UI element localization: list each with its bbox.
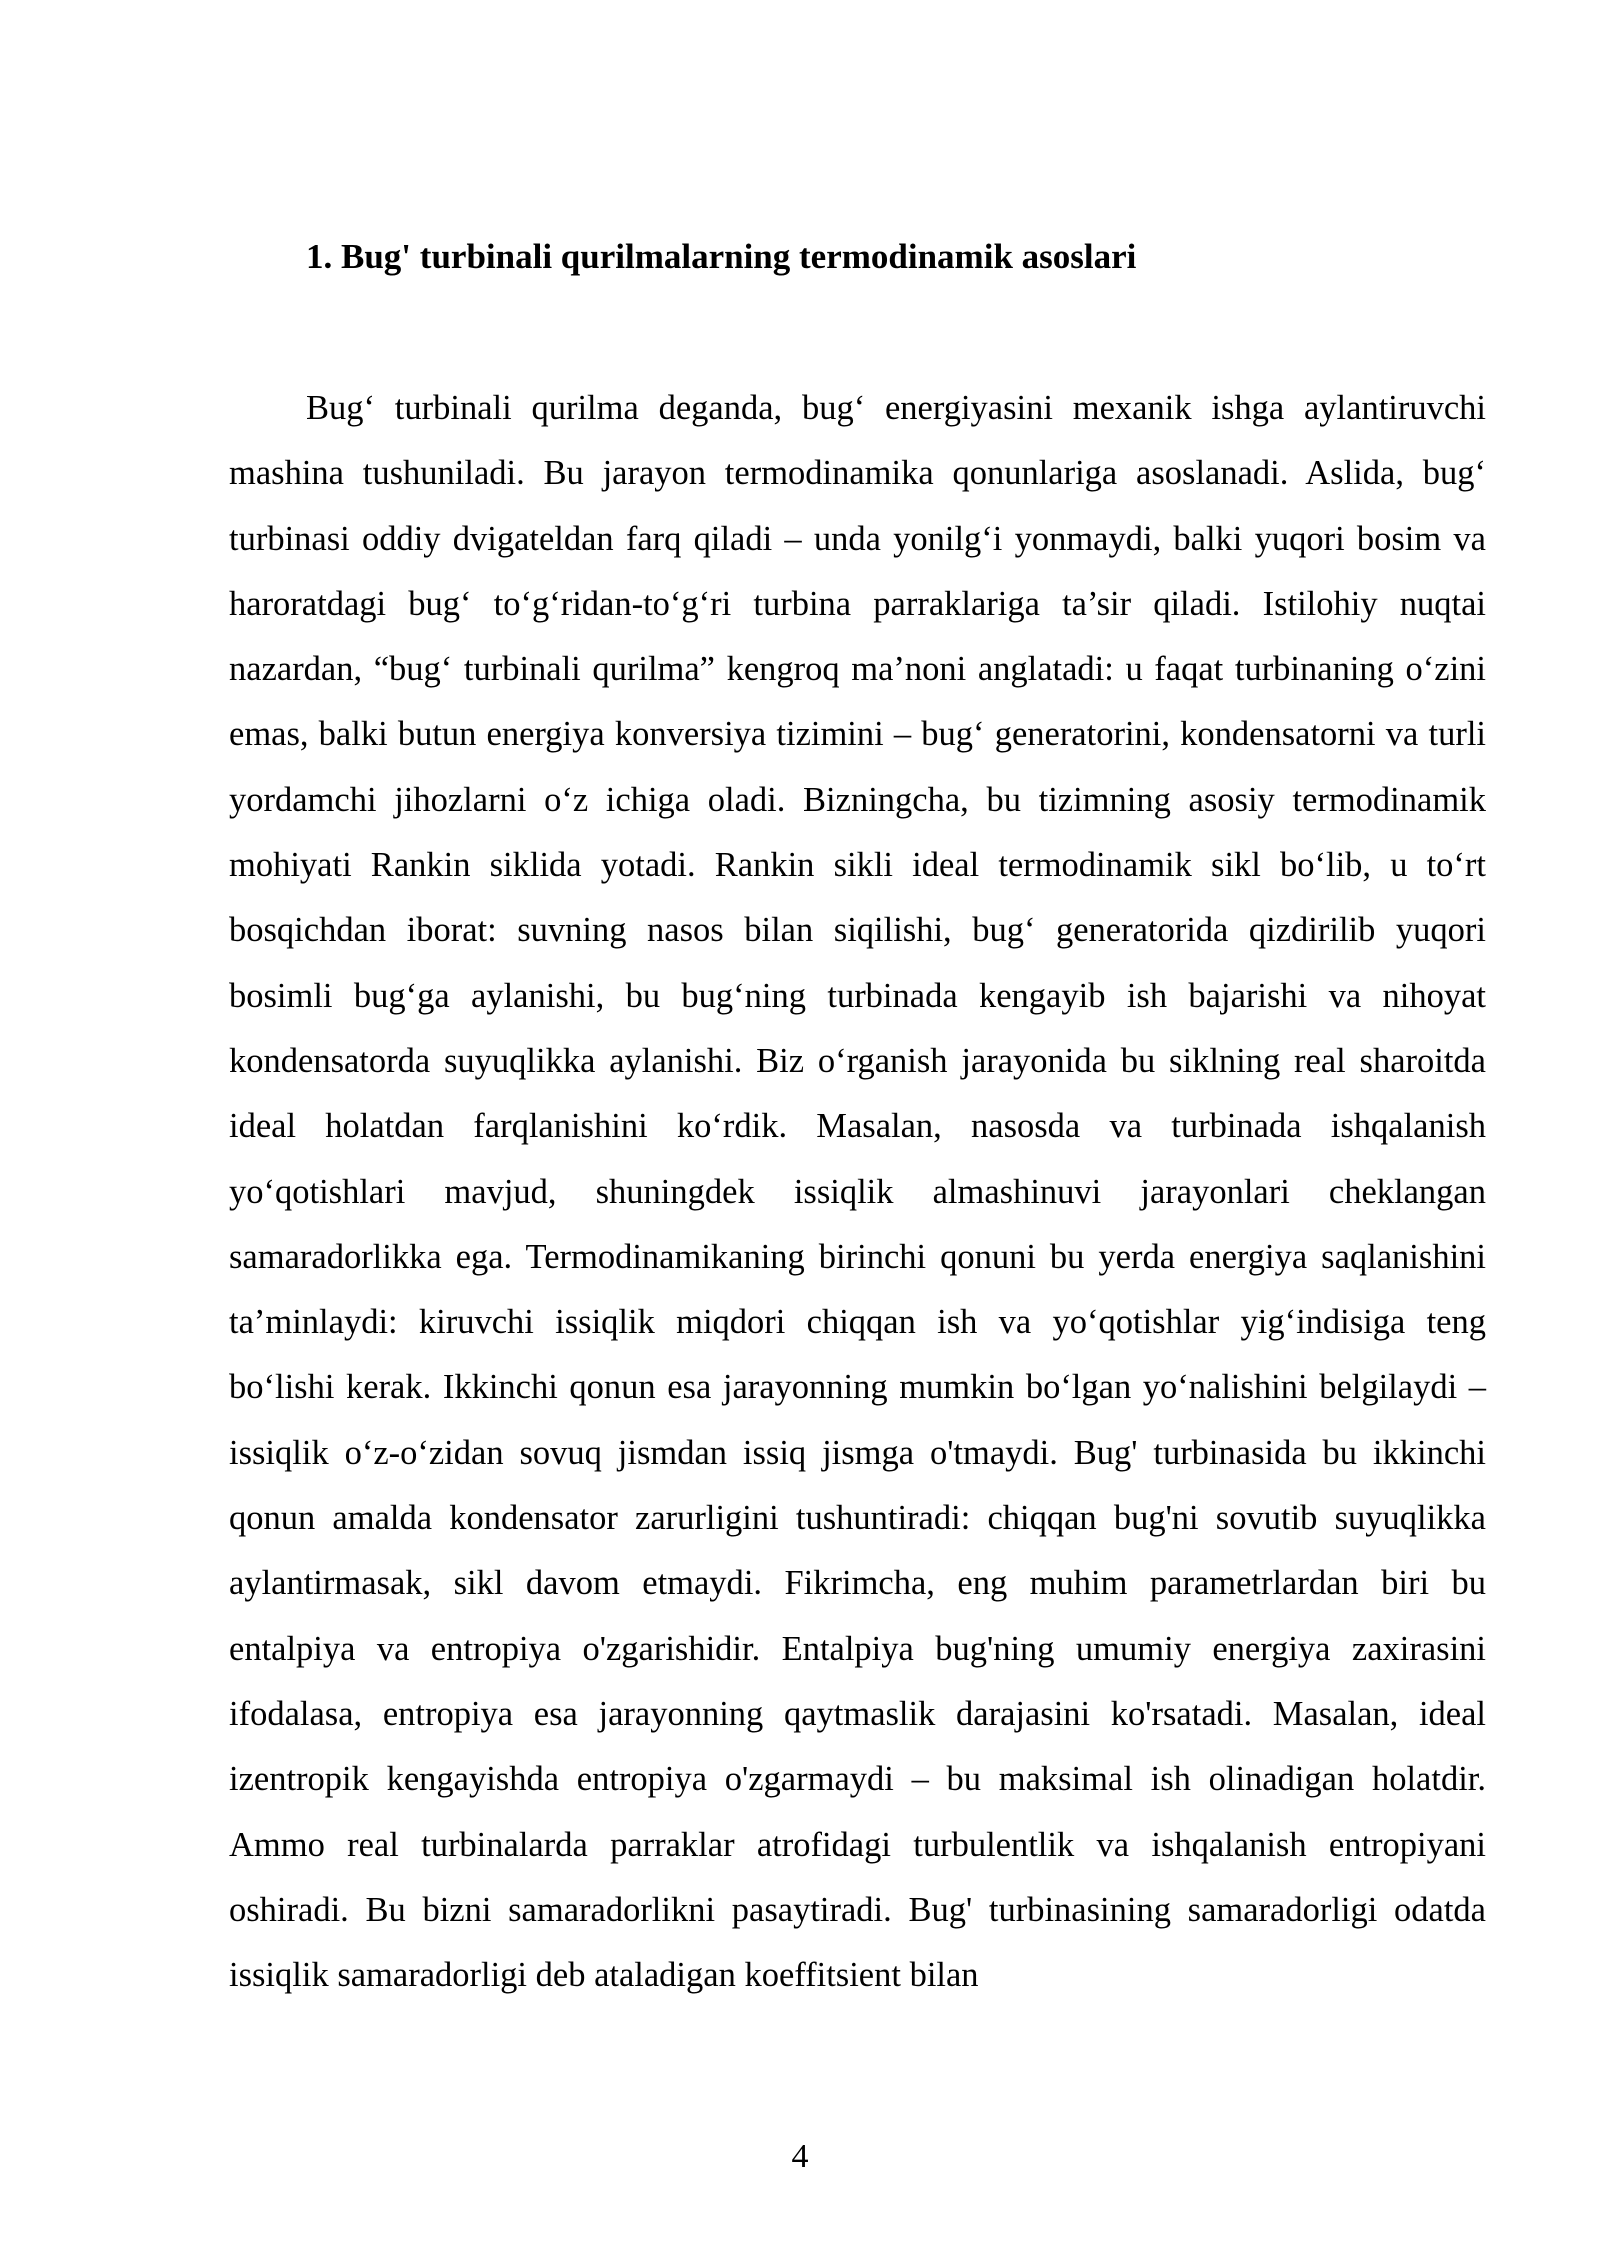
page-number: 4 (791, 2138, 809, 2175)
section-heading: 1. Bug' turbinali qurilmalarning termodinamik asoslari (306, 237, 1137, 276)
body-paragraph: Bug‘ turbinali qurilma deganda, bug‘ energiyasini mexanik ishga aylantiruvchi mashina tushuniladi. Bu jarayon termodinamika qonunlariga asoslanadi. Aslida, bug‘ turbinasi oddiy dvigateldan farq qiladi – unda yonilg‘i yonmaydi, balki yuqori bosim va haroratdagi bug‘ to‘g‘ridan-to‘g‘ri turbina parraklariga ta’sir qiladi. Istilohiy nuqtai nazardan, “bug‘ turbinali qurilma” kengroq ma’noni anglatadi: u faqat turbinaning o‘zini emas, balki butun energiya konversiya tizimini – bug‘ generatorini, kondensatorni va turli yordamchi jihozlarni o‘z ichiga oladi. Bizningcha, bu tizimning asosiy termodinamik mohiyati Rankin siklida yotadi. Rankin sikli ideal termodinamik sikl bo‘lib, u to‘rt bosqichdan iborat: suvning nasos bilan siqilishi, bug‘ generatorida qizdirilib yuqori bosimli bug‘ga aylanishi, bu bug‘ning turbinada kengayib ish bajarishi va nihoyat kondensatorda suyuqlikka aylanishi. Biz o‘rganish jarayonida bu siklning real sharoitda ideal holatdan farqlanishini ko‘rdik. Masalan, nasosda va turbinada ishqalanish yo‘qotishlari mavjud, shuningdek issiqlik almashinuvi jarayonlari cheklangan samaradorlikka ega. Termodinamikaning birinchi qonuni bu yerda energiya saqlanishini ta’minlaydi: kiruvchi issiqlik miqdori chiqqan ish va yo‘qotishlar yig‘indisiga teng bo‘lishi kerak. Ikkinchi qonun esa jarayonning mumkin bo‘lgan yo‘nalishini belgilaydi – issiqlik o‘z-o‘zidan sovuq jismdan issiq jismga o'tmaydi. Bug' turbinasida bu ikkinchi qonun amalda kondensator zarurligini tushuntiradi: chiqqan bug'ni sovutib suyuqlikka aylantirmasak, sikl davom etmaydi. Fikrimcha, eng muhim parametrlardan biri bu entalpiya va entropiya o'zgarishidir. Entalpiya bug'ning umumiy energiya zaxirasini ifodalasa, entropiya esa jarayonning qaytmaslik darajasini ko'rsatadi. Masalan, ideal izentropik kengayishda entropiya o'zgarmaydi – bu maksimal ish olinadigan holatdir. Ammo real turbinalarda parraklar atrofidagi turbulentlik va ishqalanish entropiyani oshiradi. Bu bizni samaradorlikni pasaytiradi. Bug' turbinasining samaradorligi odatda issiqlik samaradorligi deb ataladigan koeffitsient bilan (229, 389, 1486, 1995)
